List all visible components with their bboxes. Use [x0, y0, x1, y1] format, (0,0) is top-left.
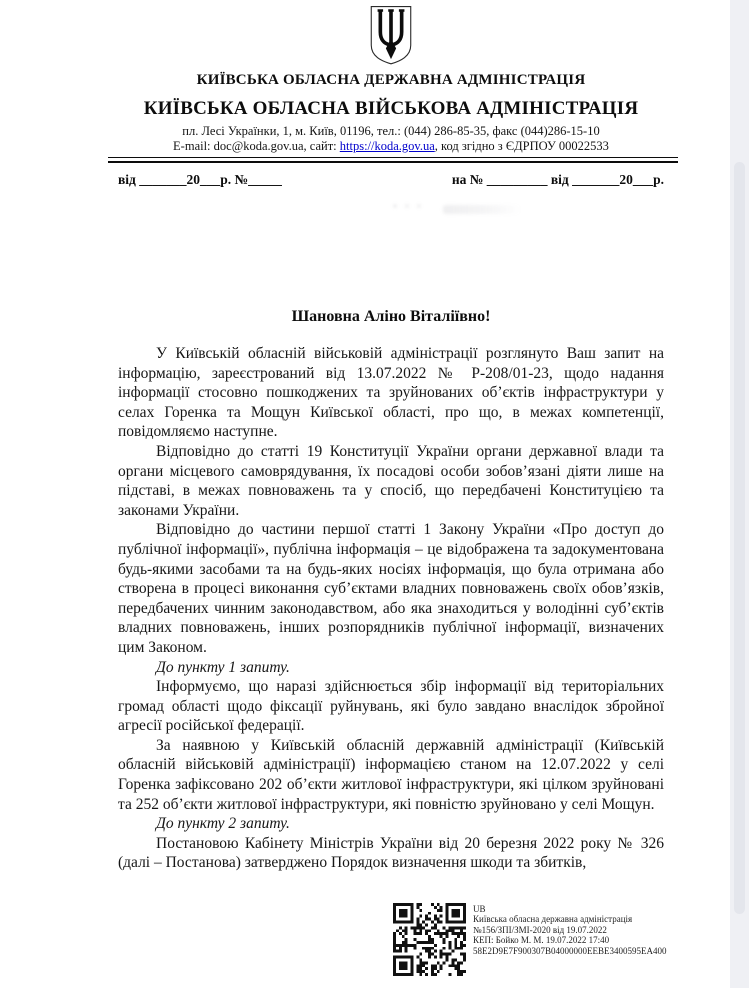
- stamp-line: Київська обласна державна адміністрація: [473, 914, 633, 925]
- letter-content: [118, 0, 664, 873]
- stamp-line: КЕП: Бойко М. М. 19.07.2022 17:40: [473, 935, 610, 946]
- reference-row: [118, 172, 664, 188]
- address-line: [118, 124, 664, 139]
- ref-incoming-blank: на № _________ від _______20___р.: [451, 172, 664, 187]
- scan-artifact: [443, 205, 521, 214]
- signature-stamp: [393, 903, 667, 976]
- paragraph: До пункту 1 запиту.: [156, 658, 290, 676]
- qr-code-icon: [393, 903, 466, 976]
- stamp-line: 58E2D9E7F900307B04000000EEBE3400595EA400: [473, 945, 667, 956]
- scan-artifact: [390, 201, 426, 210]
- stamp-text: [473, 903, 667, 956]
- paragraph: До пункту 2 запиту.: [156, 815, 290, 833]
- stamp-line: №156/ЗПІ/ЗМІ-2020 від 19.07.2022: [473, 924, 607, 935]
- edrpou-text: , код згідно з ЄДРПОУ 00022533: [434, 139, 609, 153]
- tryzub-emblem-icon: [363, 5, 419, 65]
- paragraph: Інформуємо, що наразі здійснюється збір інформації від територіальних громад області щодо фіксації руйнувань, які було завдано внаслідок збройної агресії російської федерації.: [118, 678, 664, 735]
- stamp-line: UB: [473, 904, 486, 914]
- email-text: E-mail: doc@koda.gov.ua, сайт:: [173, 139, 340, 153]
- header-rule: [108, 157, 678, 163]
- scrollbar[interactable]: [730, 0, 749, 988]
- org-name-state: КИЇВСЬКА ОБЛАСНА ДЕРЖАВНА АДМІНІСТРАЦІЯ: [196, 72, 586, 88]
- letter-body: [118, 344, 664, 873]
- email-line: [118, 139, 664, 154]
- scrollbar-thumb[interactable]: [734, 162, 745, 914]
- paragraph: Постановою Кабінету Міністрів України від 20 березня 2022 року № 326 (далі – Постанова) затверджено Порядок визначення шкоди та збитків,: [118, 834, 664, 872]
- ref-outgoing-blank: від _______20___р. №_____: [118, 172, 282, 187]
- paragraph: За наявною у Київській обласній державній адміністрації (Київській обласній військовій адміністрації) інформацією станом на 12.07.2022 у селі Горенка зафіксовано 202 об’єкти житлової інфраструктури, які цілком зруйновані та 252 об’єкти житлової інфраструктури, які повністю зруйновано у селі Мощун.: [118, 736, 664, 813]
- org-name-military: КИЇВСЬКА ОБЛАСНА ВІЙСЬКОВА АДМІНІСТРАЦІЯ: [143, 98, 639, 119]
- paragraph: Відповідно до частини першої статті 1 Закону України «Про доступ до публічної інформації», публічна інформація – це відображена та задокументована будь-якими засобами та на будь-яких носіях інформація, що була отримана або створена в процесі виконання суб’єктами владних повноважень своїх обов’язків, передбачених чинним законодавством, або яка знаходиться у володінні суб’єктів владних повноважень, інших розпорядників публічної інформації, визначених цим Законом.: [118, 521, 664, 656]
- salutation: Шановна Аліно Віталіївно!: [291, 308, 491, 325]
- paragraph: Відповідно до статті 19 Конституції України органи державної влади та органи місцевого самоврядування, їх посадові особи зобов’язані діяти лише на підставі, в межах повноважень та у спосіб, що передбачені Конституцією та законами України.: [118, 442, 664, 519]
- website-link[interactable]: https://koda.gov.ua: [339, 139, 435, 153]
- address-text: пл. Лесі Українки, 1, м. Київ, 01196, тел.: (044) 286-85-35, факс (044)286-15-10: [182, 124, 600, 138]
- paragraph: У Київській обласній військовій адміністрації розглянуто Ваш запит на інформацію, зареєстрований від 13.07.2022 № Р-208/01-23, щодо надання інформації стосовно пошкоджених та зруйнованих об’єктів інфраструктури у селах Горенка та Мощун Київської області, про що, в межах компетенції, повідомляємо наступне.: [118, 345, 664, 441]
